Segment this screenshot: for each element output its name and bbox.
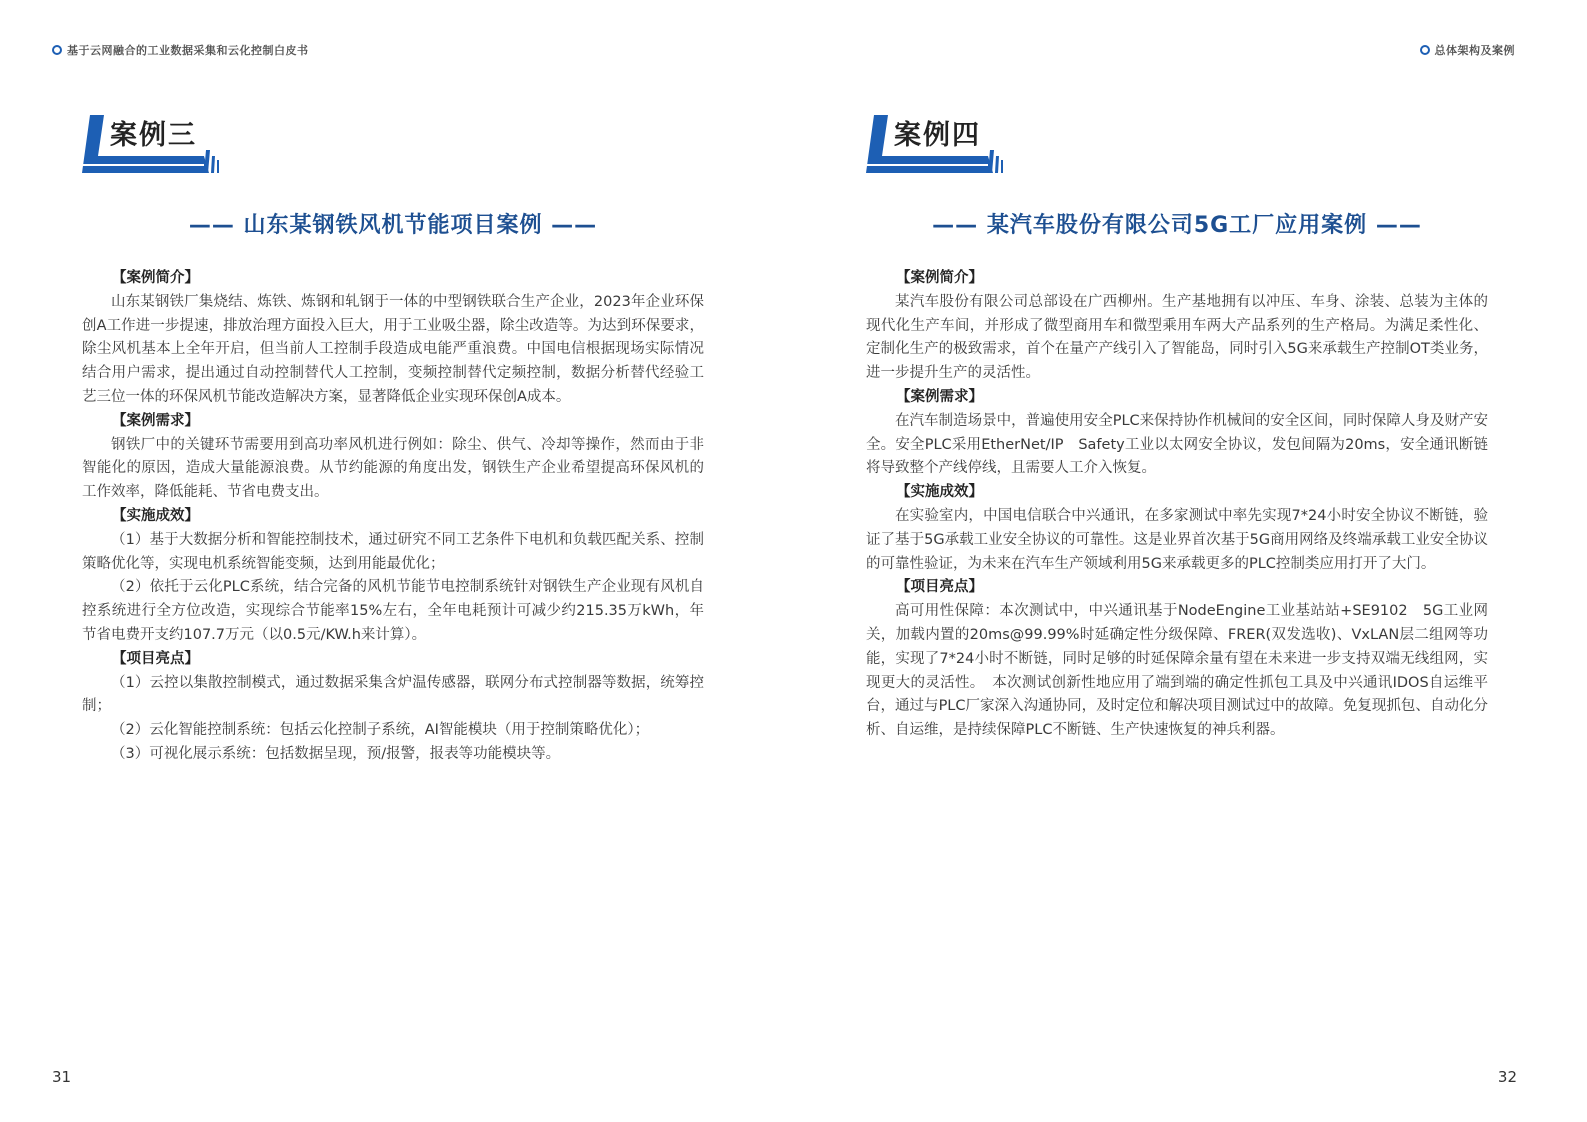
- paragraph: 高可用性保障：本次测试中，中兴通讯基于NodeEngine工业基站站+SE9102 5G工业网关，加载内置的20ms@99.99%时延确定性分级保障、FRER(双发选收)、VxLAN层二组网等功能，实现了7*24小时不断链，同时足够的时延保障余量有望在未来进一步支持双端无线组网，实现更大的灵活性。 本次测试创新性地应用了端到端的确定性抓包工具及中兴通讯IDOS自运维平台，通过与PLC厂家深入沟通协同，及时定位和解决项目测试过中的故障。免复现抓包、自动化分析、自运维，是持续保障PLC不断链、生产快速恢复的神兵利器。: [866, 603, 1488, 739]
- case-badge: [82, 110, 222, 178]
- case-body: [82, 267, 704, 767]
- paragraph: （2）云化智能控制系统：包括云化控制子系统，AI智能模块（用于控制策略优化）；: [111, 722, 650, 739]
- page-number-right: 32: [1497, 1068, 1517, 1086]
- case-label: 案例四: [894, 120, 981, 151]
- right-page-column: [866, 110, 1488, 743]
- section-label-results: 【实施成效】: [896, 484, 983, 501]
- section-label-needs: 【案例需求】: [112, 412, 199, 429]
- running-header-right: [1420, 43, 1516, 57]
- case-body: [866, 267, 1488, 743]
- paragraph: 在实验室内，中国电信联合中兴通讯，在多家测试中率先实现7*24小时安全协议不断链，验证了基于5G承载工业安全协议的可靠性。这是业界首次基于5G商用网络及终端承载工业安全协议的可靠性验证，为未来在汽车生产领域利用5G来承载更多的PLC控制类应用打开了大门。: [866, 507, 1488, 572]
- case-title: —— 某汽车股份有限公司5G工厂应用案例 ——: [932, 213, 1422, 238]
- left-page-column: [82, 110, 704, 767]
- paragraph: 某汽车股份有限公司总部设在广西柳州。生产基地拥有以冲压、车身、涂装、总装为主体的现代化生产车间，并形成了微型商用车和微型乘用车两大产品系列的生产格局。为满足柔性化、定制化生产的极致需求，首个在量产产线引入了智能岛，同时引入5G来承载生产控制OT类业务，进一步提升生产的灵活性。: [866, 293, 1488, 382]
- paragraph: 山东某钢铁厂集烧结、炼铁、炼钢和轧钢于一体的中型钢铁联合生产企业，2023年企业环保创A工作进一步提速，排放治理方面投入巨大，用于工业吸尘器，除尘改造等。为达到环保要求，除尘风机基本上全年开启，但当前人工控制手段造成电能严重浪费。中国电信根据现场实际情况结合用户需求，提出通过自动控制替代人工控制，变频控制替代定频控制，数据分析替代经验工艺三位一体的环保风机节能改造解决方案，显著降低企业实现环保创A成本。: [82, 293, 704, 405]
- case-badge: [866, 110, 1006, 178]
- case-label: 案例三: [110, 120, 197, 151]
- case-title: —— 山东某钢铁风机节能项目案例 ——: [188, 213, 598, 238]
- paragraph: （3）可视化展示系统：包括数据呈现，预/报警，报表等功能模块等。: [111, 745, 561, 762]
- header-right-title: 总体架构及案例: [1434, 44, 1515, 57]
- circle-bullet-icon: [1420, 45, 1430, 55]
- paragraph: （1）基于大数据分析和智能控制技术，通过研究不同工艺条件下电机和负载匹配关系、控制策略优化等，实现电机系统智能变频，达到用能最优化；: [82, 531, 704, 572]
- header-left-title: 基于云网融合的工业数据采集和云化控制白皮书: [67, 44, 309, 57]
- section-label-results: 【实施成效】: [112, 507, 199, 524]
- section-label-highlights: 【项目亮点】: [112, 650, 199, 667]
- paragraph: 在汽车制造场景中，普遍使用安全PLC来保持协作机械间的安全区间，同时保障人身及财产安全。安全PLC采用EtherNet/IP Safety工业以太网安全协议，发包间隔为20ms，安全通讯断链将导致整个产线停线，且需要人工介入恢复。: [866, 412, 1488, 477]
- paragraph: 钢铁厂中的关键环节需要用到高功率风机进行例如：除尘、供气、冷却等操作，然而由于非智能化的原因，造成大量能源浪费。从节约能源的角度出发，钢铁生产企业希望提高环保风机的工作效率，降低能耗、节省电费支出。: [82, 436, 704, 501]
- section-label-highlights: 【项目亮点】: [896, 579, 983, 596]
- page-number-left: 31: [52, 1068, 72, 1086]
- running-header-left: [52, 43, 309, 57]
- section-label-needs: 【案例需求】: [896, 388, 983, 405]
- paragraph: （1）云控以集散控制模式，通过数据采集含炉温传感器，联网分布式控制器等数据，统筹控制；: [82, 674, 704, 715]
- section-label-intro: 【案例简介】: [112, 270, 199, 286]
- circle-bullet-icon: [52, 45, 62, 55]
- paragraph: （2）依托于云化PLC系统，结合完备的风机节能节电控制系统针对钢铁生产企业现有风机自控系统进行全方位改造，实现综合节能率15%左右，全年电耗预计可减少约215.35万kWh，年节省电费开支约107.7万元（以0.5元/KW.h来计算）。: [82, 579, 704, 643]
- section-label-intro: 【案例简介】: [896, 270, 983, 286]
